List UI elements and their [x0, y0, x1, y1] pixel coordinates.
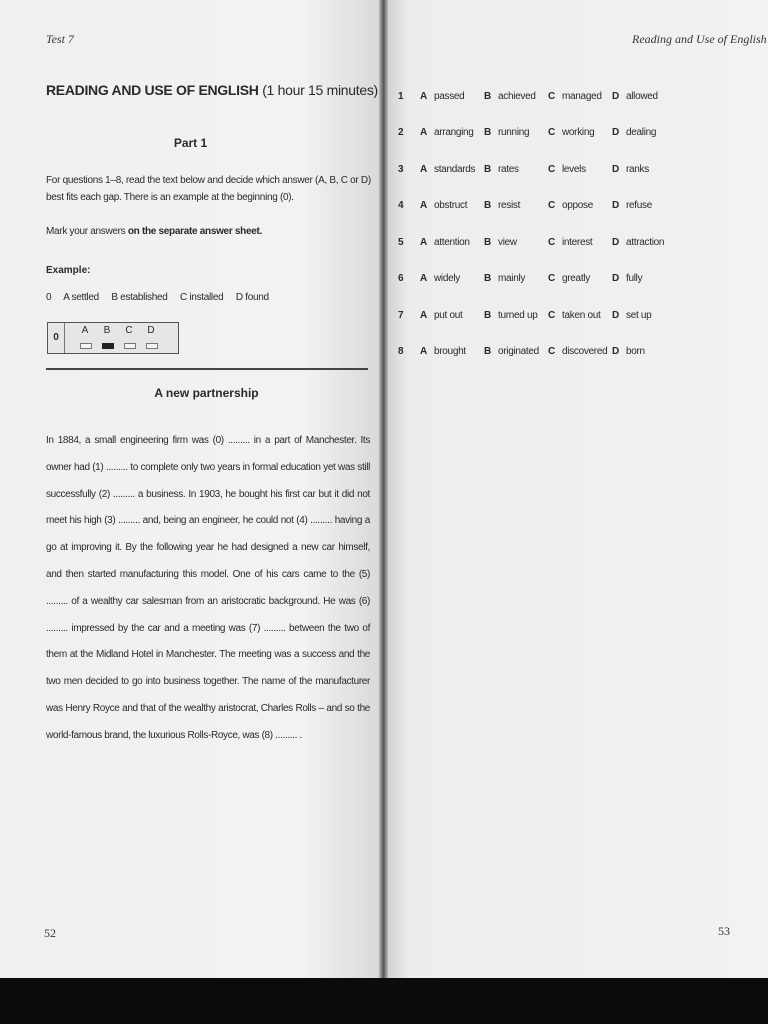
section-title: READING AND USE OF ENGLISH	[46, 82, 259, 98]
option-a: passed	[434, 90, 465, 102]
answer-options-table	[398, 78, 676, 370]
option-c: oppose	[562, 200, 594, 212]
option-letter-b: B	[484, 163, 491, 175]
option-letter-a: A	[420, 127, 427, 139]
option-c: taken out	[562, 309, 601, 321]
option-letter-d: D	[612, 163, 619, 175]
option-a: widely	[434, 273, 460, 285]
example-options	[46, 292, 279, 303]
option-letter-c: C	[548, 273, 555, 285]
question-row	[398, 334, 676, 371]
option-letter-c: C	[548, 200, 555, 212]
option-letter-b: B	[484, 127, 491, 139]
option-c: interest	[562, 236, 593, 248]
question-row	[398, 224, 676, 261]
option-letter-c: C	[548, 236, 555, 248]
answer-sheet-instruction	[46, 226, 262, 237]
option-b: resist	[498, 200, 521, 212]
option-d: ranks	[626, 163, 649, 175]
option-letter-b: B	[484, 309, 491, 321]
option-letter-a: A	[420, 163, 427, 175]
option-letter-d: D	[612, 236, 619, 248]
option-letter-d: D	[612, 127, 619, 139]
option-a: obstruct	[434, 200, 468, 212]
passage-text: In 1884, a small engineering firm was (0) ......... in a part of Manchester. Its owner had (1) ......... to complete only two years in formal education yet was still successfully (2) ......... a business. In 1903, he bought his first car but it did not meet his high (3) ......... and, being an engineer, he could not (4) ......... having a go at improving it. By the following year he had designed a new car himself, and then started manufacturing this model. One of his cars came to the (5) ......... of a wealthy car salesman from an aristocratic background. He was (6) ......... impressed by the car and a meeting was (7) ......... between the two of them at the Midland Hotel in Manchester. The meeting was a success and the two men decided to go into business together. The name of the manufacturer was Henry Royce and that of the wealthy aristocrat, Charles Rolls – and so the world-famous brand, the luxurious Rolls-Royce, was (8) ......... .	[46, 435, 370, 741]
example-option-d: D found	[235, 292, 269, 303]
question-row	[398, 151, 676, 188]
question-number: 5	[398, 236, 404, 248]
option-a: attention	[434, 236, 470, 248]
page-number-left: 52	[44, 926, 56, 940]
option-letter-d: D	[612, 273, 619, 285]
question-number: 8	[398, 346, 404, 358]
question-row	[398, 188, 676, 225]
option-d: fully	[626, 273, 643, 285]
option-letter-a: A	[420, 309, 427, 321]
example-option-a: A settled	[63, 292, 99, 303]
option-c: discovered	[562, 346, 608, 358]
option-b: view	[498, 236, 517, 248]
page-number-right: 53	[718, 924, 730, 938]
option-c: managed	[562, 90, 602, 102]
question-number: 4	[398, 200, 404, 212]
option-c: greatly	[562, 273, 590, 285]
divider	[46, 368, 368, 370]
option-d: born	[626, 346, 645, 358]
answer-box-letter-b: B	[103, 325, 111, 336]
answer-sheet-prefix: Mark your answers	[46, 226, 128, 237]
option-a: standards	[434, 163, 476, 175]
question-number: 3	[398, 163, 404, 175]
question-row	[398, 261, 676, 298]
option-letter-d: D	[612, 200, 619, 212]
example-option-c: C installed	[179, 292, 224, 303]
option-letter-c: C	[548, 346, 555, 358]
question-row	[398, 297, 676, 334]
option-letter-b: B	[484, 346, 491, 358]
option-letter-b: B	[484, 200, 491, 212]
option-a: arranging	[434, 127, 474, 139]
answer-box-letter-d: D	[147, 325, 155, 336]
option-letter-b: B	[484, 273, 491, 285]
option-d: dealing	[626, 127, 657, 139]
option-a: put out	[434, 309, 463, 321]
part-title: Part 1	[173, 136, 208, 150]
option-letter-a: A	[420, 200, 427, 212]
option-b: originated	[498, 346, 539, 358]
answer-bubble-d	[146, 343, 158, 349]
option-b: mainly	[498, 273, 526, 285]
example-option-b: B established	[111, 292, 168, 303]
option-letter-d: D	[612, 309, 619, 321]
example-label: Example:	[46, 265, 91, 276]
option-letter-c: C	[548, 163, 555, 175]
option-b: turned up	[498, 309, 538, 321]
option-letter-a: A	[420, 90, 427, 102]
answer-bubble-b-filled	[102, 343, 114, 349]
option-letter-c: C	[548, 127, 555, 139]
example-number: 0	[46, 292, 52, 303]
question-number: 2	[398, 127, 404, 139]
answer-bubble-c	[124, 343, 136, 349]
section-heading	[46, 82, 378, 98]
option-d: set up	[626, 309, 652, 321]
answer-box-number: 0	[48, 323, 65, 353]
option-b: running	[498, 127, 530, 139]
option-letter-c: C	[548, 309, 555, 321]
section-duration: (1 hour 15 minutes)	[262, 82, 378, 98]
running-head-left: Test 7	[46, 32, 74, 46]
option-letter-a: A	[420, 346, 427, 358]
option-d: attraction	[626, 236, 665, 248]
option-c: levels	[562, 163, 586, 175]
option-b: rates	[498, 163, 519, 175]
answer-box-letter-a: A	[81, 325, 89, 336]
question-row	[398, 115, 676, 152]
instructions: For questions 1–8, read the text below and decide which answer (A, B, C or D) best fits each gap. There is an example at the beginning (0).	[46, 175, 371, 203]
question-number: 7	[398, 309, 404, 321]
option-letter-c: C	[548, 90, 555, 102]
option-b: achieved	[498, 90, 536, 102]
option-c: working	[562, 127, 595, 139]
question-number: 1	[398, 90, 404, 102]
question-row	[398, 78, 676, 115]
question-number: 6	[398, 273, 404, 285]
option-d: refuse	[626, 200, 652, 212]
option-letter-b: B	[484, 236, 491, 248]
passage-title: A new partnership	[154, 386, 259, 400]
option-letter-d: D	[612, 346, 619, 358]
example-answer-box	[47, 322, 179, 354]
option-letter-b: B	[484, 90, 491, 102]
running-head-right: Reading and Use of English	[632, 32, 767, 46]
answer-bubble-a	[80, 343, 92, 349]
answer-box-letter-c: C	[125, 325, 133, 336]
option-letter-a: A	[420, 236, 427, 248]
option-d: allowed	[626, 90, 658, 102]
option-letter-d: D	[612, 90, 619, 102]
option-letter-a: A	[420, 273, 427, 285]
option-a: brought	[434, 346, 466, 358]
answer-sheet-bold: on the separate answer sheet.	[127, 226, 262, 237]
